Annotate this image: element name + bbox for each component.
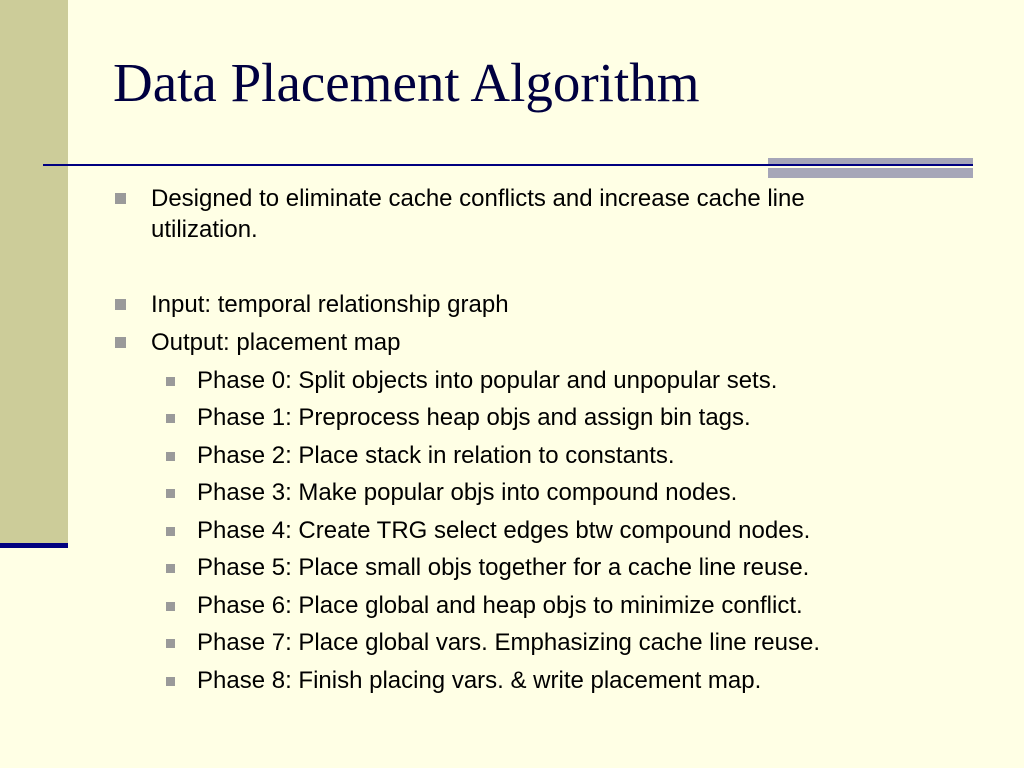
sub-bullet-square-icon: [166, 564, 175, 573]
bullet-text-continuation: utilization.: [151, 216, 258, 243]
sub-bullet-text: Phase 1: Preprocess heap objs and assign bin tags.: [197, 404, 751, 431]
sub-bullet-text: Phase 8: Finish placing vars. & write placement map.: [197, 667, 762, 694]
sub-bullet-text: Phase 5: Place small objs together for a cache line reuse.: [197, 554, 810, 581]
slide-title: Data Placement Algorithm: [113, 52, 700, 113]
sub-bullet-text: Phase 2: Place stack in relation to constants.: [197, 442, 675, 469]
sub-bullet-square-icon: [166, 602, 175, 611]
sub-bullet-text: Phase 3: Make popular objs into compound nodes.: [197, 479, 738, 506]
sub-bullet-square-icon: [166, 414, 175, 423]
bullet-square-icon: [115, 299, 126, 310]
sub-bullet-square-icon: [166, 527, 175, 536]
bullet-text: Designed to eliminate cache conflicts and increase cache line: [151, 185, 805, 212]
sub-bullet-square-icon: [166, 452, 175, 461]
bullet-square-icon: [115, 337, 126, 348]
bullet-text: Input: temporal relationship graph: [151, 291, 509, 318]
sub-bullet-square-icon: [166, 677, 175, 686]
sub-bullet-square-icon: [166, 639, 175, 648]
bullet-square-icon: [115, 193, 126, 204]
bullet-text: Output: placement map: [151, 329, 401, 356]
sub-bullet-text: Phase 7: Place global vars. Emphasizing cache line reuse.: [197, 629, 821, 656]
sub-bullet-text: Phase 6: Place global and heap objs to minimize conflict.: [197, 592, 803, 619]
sub-bullet-text: Phase 0: Split objects into popular and unpopular sets.: [197, 367, 778, 394]
sub-bullet-text: Phase 4: Create TRG select edges btw compound nodes.: [197, 517, 811, 544]
sub-bullet-square-icon: [166, 377, 175, 386]
sub-bullet-square-icon: [166, 489, 175, 498]
